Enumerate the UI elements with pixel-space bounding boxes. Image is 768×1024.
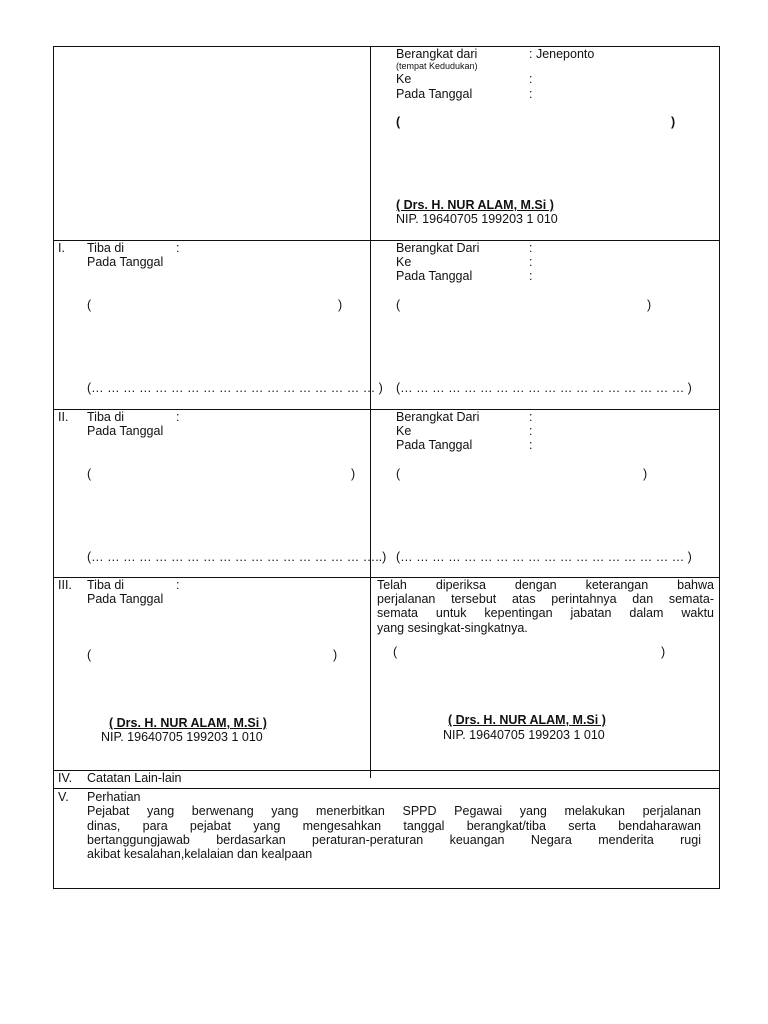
left-close-paren: ) [333,648,338,662]
statement-line: Telah diperiksa dengan keterangan bahwa [377,578,714,592]
ke-label: Ke [396,255,412,269]
signature-close-paren: ) [671,115,676,129]
section-numeral: II. [58,410,69,424]
ke-colon: : [529,72,533,86]
pada-tanggal-label: Pada Tanggal [87,255,164,269]
tiba-di-colon: : [176,410,180,424]
pada-tanggal-label: Pada Tanggal [396,269,473,283]
right-open-paren: ( [396,298,401,312]
right-open-paren: ( [393,645,398,659]
pada-tanggal-colon: : [529,438,533,452]
pada-tanggal-label: Pada Tanggal [396,438,473,452]
tiba-di-label: Tiba di [87,578,125,592]
right-close-paren: ) [661,645,666,659]
tiba-di-label: Tiba di [87,241,125,255]
pada-tanggal-colon: : [529,87,533,101]
statement-line: perjalanan tersebut atas perintahnya dan semata- [377,592,714,606]
perhatian-line: akibat kesalahan,kelalaian dan kealpaan [87,847,313,861]
berangkat-dari-colon: : [529,410,533,424]
berangkat-dari-label: Berangkat Dari [396,410,480,424]
ke-colon: : [529,255,533,269]
left-open-paren: ( [87,467,92,481]
pada-tanggal-label: Pada Tanggal [396,87,473,101]
left-signer-nip: NIP. 19640705 199203 1 010 [101,730,263,744]
ke-colon: : [529,424,533,438]
left-close-paren: ) [351,467,356,481]
row-divider-4 [54,788,719,789]
perhatian-line: Pejabat yang berwenang yang menerbitkan SPPD Pegawai yang melakukan perjalanan [87,804,701,818]
statement-line: yang sesingkat-singkatnya. [377,621,528,635]
left-dotted-signature: (… … … … … … … … … … … … … … … … … … ) [87,381,383,395]
section-numeral: IV. [58,771,73,785]
right-signer-nip: NIP. 19640705 199203 1 010 [443,728,605,742]
berangkat-dari-label: Berangkat dari [396,47,478,61]
column-divider [370,47,371,778]
left-open-paren: ( [87,648,92,662]
right-dotted-signature: (… … … … … … … … … … … … … … … … … … ) [396,550,692,564]
sppd-back-form [53,46,720,889]
section-numeral: III. [58,578,72,592]
catatan-label: Catatan Lain-lain [87,771,182,785]
right-dotted-signature: (… … … … … … … … … … … … … … … … … … ) [396,381,692,395]
tiba-di-colon: : [176,578,180,592]
signer-name: ( Drs. H. NUR ALAM, M.Si ) [396,198,554,212]
left-dotted-signature: (… … … … … … … … … … … … … … … … … …..) [87,550,387,564]
left-open-paren: ( [87,298,92,312]
right-close-paren: ) [643,467,648,481]
row-divider-top [54,240,719,241]
ke-label: Ke [396,72,412,86]
row-divider-1 [54,409,719,410]
pada-tanggal-colon: : [529,269,533,283]
section-numeral: V. [58,790,69,804]
ke-label: Ke [396,424,412,438]
berangkat-dari-label: Berangkat Dari [396,241,480,255]
berangkat-dari-value: : Jeneponto [529,47,595,61]
signer-nip: NIP. 19640705 199203 1 010 [396,212,558,226]
tiba-di-colon: : [176,241,180,255]
left-signer-name: ( Drs. H. NUR ALAM, M.Si ) [109,716,267,730]
right-close-paren: ) [647,298,652,312]
section-numeral: I. [58,241,65,255]
statement-line: semata untuk kepentingan jabatan dalam waktu [377,606,714,620]
tiba-di-label: Tiba di [87,410,125,424]
perhatian-line: bertanggungjawab berdasarkan peraturan-peraturan keuangan Negara menderita rugi [87,833,701,847]
tempat-kedudukan-note: (tempat Kedudukan) [396,61,478,71]
right-signer-name: ( Drs. H. NUR ALAM, M.Si ) [448,713,606,727]
perhatian-label: Perhatian [87,790,141,804]
pada-tanggal-label: Pada Tanggal [87,592,164,606]
right-open-paren: ( [396,467,401,481]
signature-open-paren: ( [396,115,401,129]
berangkat-dari-colon: : [529,241,533,255]
pada-tanggal-label: Pada Tanggal [87,424,164,438]
left-close-paren: ) [338,298,343,312]
perhatian-line: dinas, para pejabat yang mengesahkan tanggal berangkat/tiba serta bendaharawan [87,819,701,833]
